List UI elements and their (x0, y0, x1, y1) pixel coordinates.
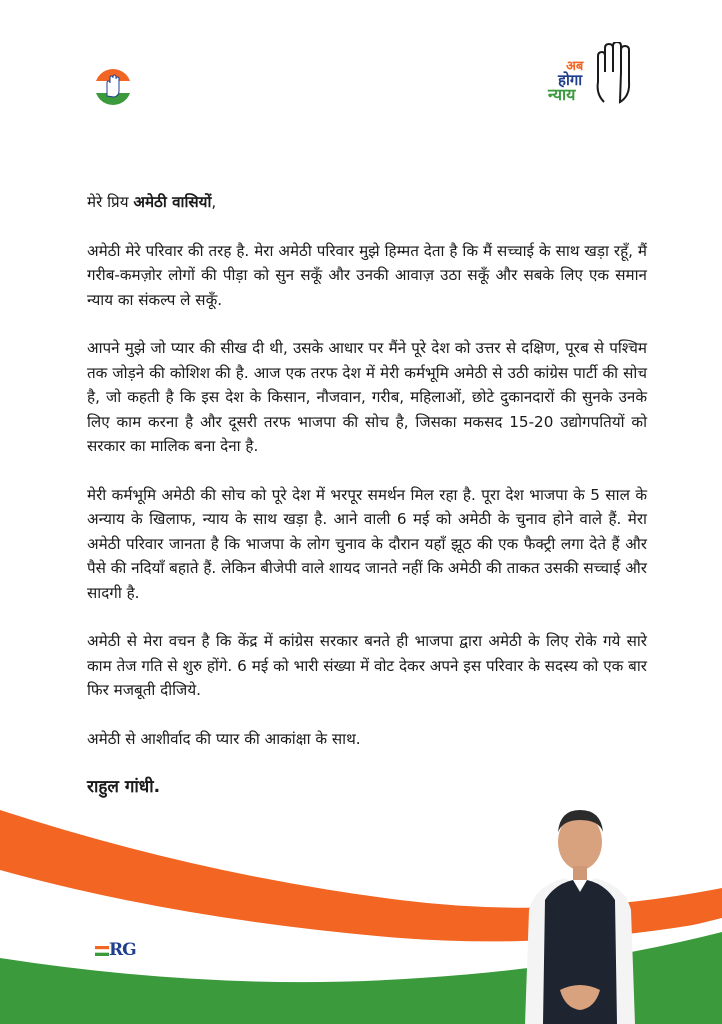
salutation-name: अमेठी वासियों (133, 193, 212, 211)
rg-text: RG (109, 940, 136, 960)
letter-paragraph: आपने मुझे जो प्यार की सीख दी थी, उसके आधार पर मैंने पूरे देश को उत्तर से दक्षिण, पूरब से पश्चिम तक जोड़ने की कोशिश की है. आज एक तरफ देश में मेरी कर्मभूमि अमेठी से उठी कांग्रेस पार्टी की सोच है, जो कहती है कि इस देश के किसान, नौजवान, गरीब, महिलाओं, छोटे दुकानदारों की सुनके उनके लिए काम करना है और दूसरी तरफ भाजपा की सोच है, जिसका मकसद 15-20 उद्योगपतियों को सरकार का मालिक बना देना है. (87, 339, 647, 455)
letter-body (87, 190, 647, 824)
congress-logo-icon (95, 69, 131, 105)
salutation-prefix: मेरे प्रिय (87, 193, 134, 211)
flag-icon (95, 946, 109, 956)
salutation (87, 190, 647, 215)
ab-hoga-nyay-logo (546, 42, 638, 106)
portrait-photo (515, 800, 645, 1024)
slogan-ab: अब (566, 59, 584, 74)
slogan-nyay: न्याय (548, 85, 576, 104)
slogan-hoga: होगा (558, 71, 583, 89)
signature: राहुल गांधी. (87, 777, 161, 797)
salutation-suffix: , (211, 193, 217, 211)
letter-paragraph: मेरी कर्मभूमि अमेठी की सोच को पूरे देश में भरपूर समर्थन मिल रहा है. पूरा देश भाजपा के 5 साल के अन्याय के खिलाफ, न्याय के साथ खड़ा है. आने वाली 6 मई को अमेठी के चुनाव होने वाले हैं. मेरा अमेठी परिवार जानता है कि भाजपा के लोग चुनाव के दौरान यहाँ झूठ की एक फैक्ट्री लगा देते हैं और पैसे की नदियाँ बहाते हैं. लेकिन बीजेपी वाले शायद जानते नहीं कि अमेठी की ताकत उसकी सच्चाई और सादगी है. (87, 485, 647, 602)
letter-paragraph: अमेठी से मेरा वचन है कि केंद्र में कांग्रेस सरकार बनते ही भाजपा द्वारा अमेठी के लिए रोके गये सारे काम तेज गति से शुरु होंगे. 6 मई को भारी संख्या में वोट देकर अपने इस परिवार के सदस्य को एक बार फिर मजबूती दीजिये. (87, 632, 647, 699)
letter-paragraph: अमेठी मेरे परिवार की तरह है. मेरा अमेठी परिवार मुझे हिम्मत देता है कि मैं सच्चाई के साथ खड़ा रहूँ, मैं गरीब-कमज़ोर लोगों की पीड़ा को सुन सकूँ और उनकी आवाज़ उठा सकूँ और सबके लिए एक समान न्याय का संकल्प ले सकूँ. (87, 241, 647, 309)
letter-closing: अमेठी से आशीर्वाद की प्यार की आकांक्षा के साथ. (87, 729, 361, 748)
